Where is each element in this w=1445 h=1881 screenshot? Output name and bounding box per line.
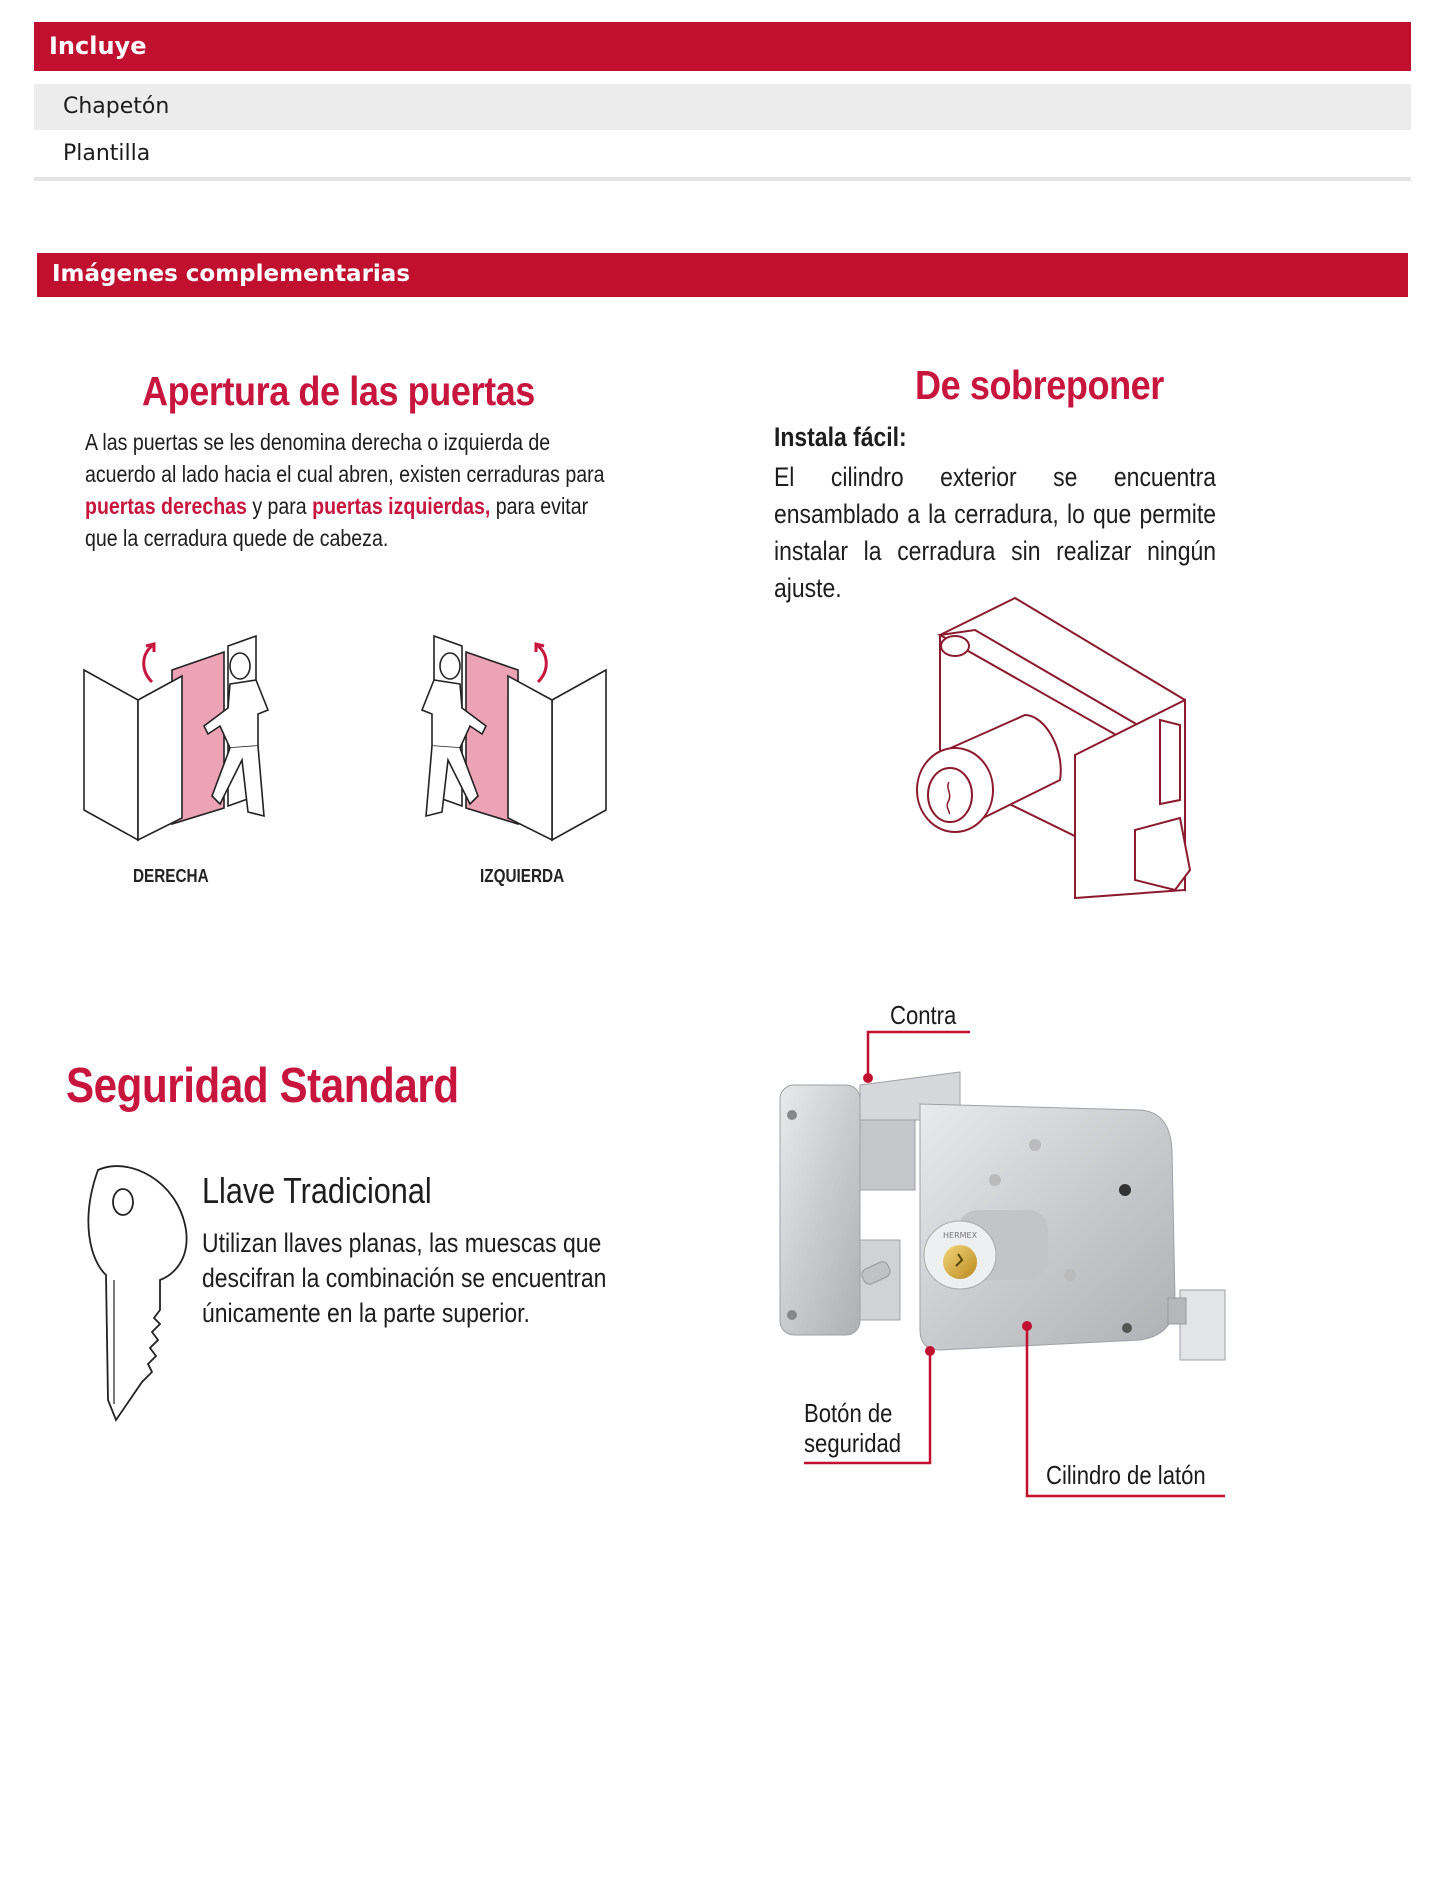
callout-cilindro: Cilindro de latón [1046, 1460, 1206, 1490]
llave-subtitle: Llave Tradicional [202, 1170, 432, 1211]
llave-description: Utilizan llaves planas, las muescas que descifran la combinación se encuentran únicamente en la parte superior. [202, 1228, 607, 1328]
complementary-images-header: Imágenes complementarias [37, 253, 1408, 297]
callout-boton-seguridad: Botón de seguridad [804, 1398, 902, 1458]
includes-header: Incluye [34, 22, 1411, 71]
seguridad-title: Seguridad Standard [66, 1059, 459, 1113]
sobreponer-subtitle: Instala fácil: [774, 422, 907, 452]
apertura-title: Apertura de las puertas [142, 368, 535, 414]
highlight-right-doors: puertas derechas [85, 493, 247, 519]
sobreponer-title: De sobreponer [915, 362, 1164, 408]
includes-item: Plantilla [34, 130, 1411, 177]
callout-contra: Contra [890, 1000, 957, 1030]
apertura-description: A las puertas se les denomina derecha o izquierda de acuerdo al lado hacia el cual abren, existen cerraduras para puertas derechas y para puertas izquierdas, para evitar que la cerradura quede de cabeza. [85, 429, 605, 551]
caption-left-door: IZQUIERDA [480, 866, 565, 886]
includes-item: Chapetón [34, 84, 1411, 130]
brand-logo: HERMEX [943, 1231, 978, 1240]
sobreponer-description: El cilindro exterior se encuentra ensamblado a la cerradura, lo que permite instalar la cerradura sin realizar ningún ajuste. [774, 462, 1216, 603]
caption-right-door: DERECHA [133, 866, 209, 886]
highlight-left-doors: puertas izquierdas, [312, 493, 491, 519]
